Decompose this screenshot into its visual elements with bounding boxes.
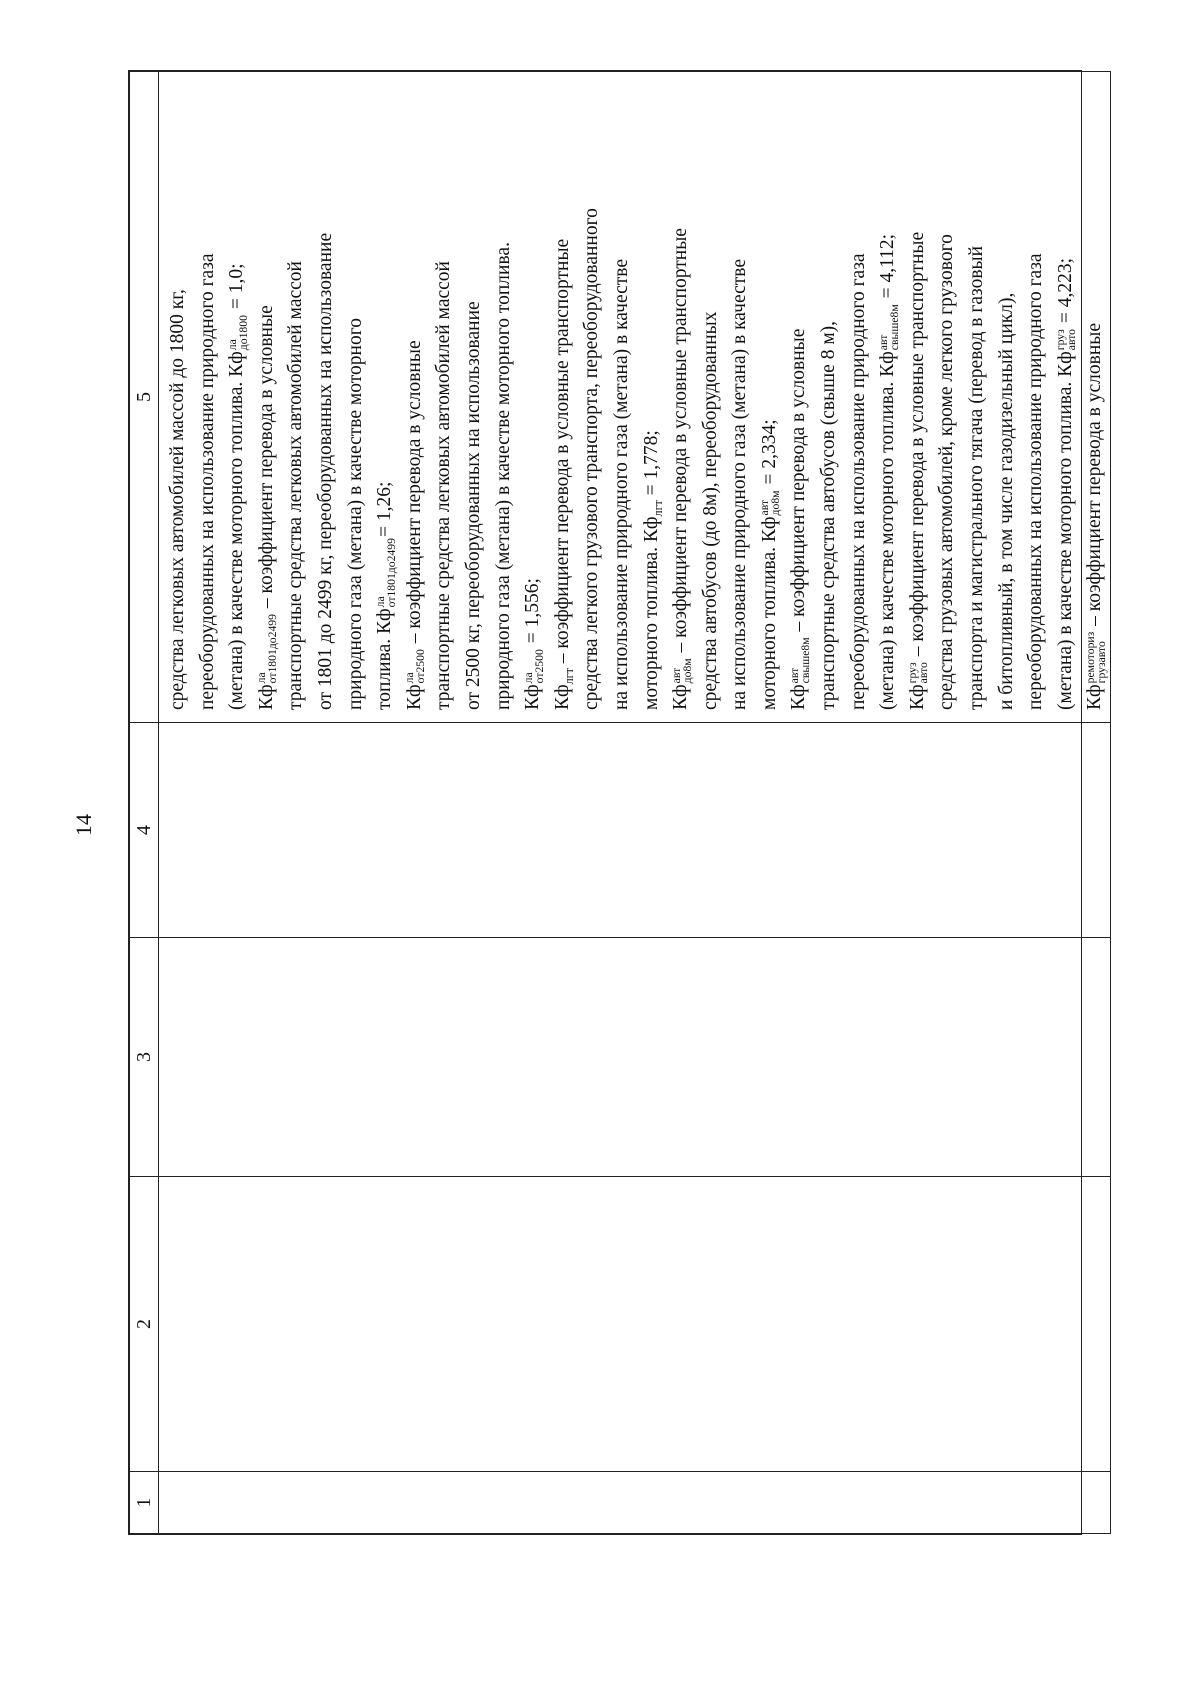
text-line: Кф ла от2500 = 1,556; [521,578,546,710]
cell-column-5-text [159,72,1111,723]
text-line: Кф ла от2500 – коэффициент перевода в условные [403,340,428,710]
text-line: средства легкого грузового транспорта, переоборудованного [581,208,603,710]
text-line: (метана) в качестве моторного топлива. Кф ла до1800 = 1,0; [225,263,250,710]
column-number-4: 4 [130,723,159,938]
text-line: переоборудованных на использование природного газа [847,253,869,710]
text-line: переоборудованных на использование природного газа [196,253,218,710]
text-line: средства легковых автомобилей массой до 1800 кг, [167,289,188,710]
table-row [159,72,1111,1534]
cell-column-3 [159,938,1111,1177]
text-line: Кф ла от1801до2499 – коэффициент перевода в условные [255,305,280,710]
text-line: транспорта и магистрального тягача (перевод в газовый [966,245,988,710]
text-line: на использование природного газа (метана) в качестве [610,258,632,710]
text-line: и битопливный, в том числе газодизельный цикл), [995,292,1017,710]
text-line: средства автобусов (до 8м), переоборудованных [699,311,721,710]
text-line: природного газа (метана) в качестве моторного [344,318,366,710]
text-line: Кф ремоториз грузавто – коэффициент перевода в условные [1083,322,1108,710]
text-line: (метана) в качестве моторного топлива. Кф груз авто = 4,223; [1054,257,1079,710]
text-line: транспортные средства автобусов (свыше 8 м), [818,320,840,710]
text-line: $Кф_{лгт}$ – коэффициент перевода в условные транспортные [551,238,576,710]
text-line: природного газа (метана) в качестве моторного топлива. [492,242,514,710]
text-line: транспортные средства легковых автомобилей массой [285,261,307,710]
cell-column-2 [159,1177,1111,1472]
text-line: моторного топлива. $Кф_{лгт} = 1,778$; [640,430,665,710]
page-number: 14 [71,814,96,836]
text-line: топлива. Кф ла от1801до2499 = 1,26; [373,481,398,710]
column-number-1: 1 [130,1472,159,1534]
text-line: средства грузовых автомобилей, кроме легкого грузового [936,234,958,710]
coefficients-table [128,70,1108,1535]
text-line: Кф груз авто – коэффициент перевода в условные транспортные [906,231,931,710]
text-line: от 2500 кг, переоборудованных на использование [462,301,484,710]
column-number-5: 5 [130,72,159,723]
text-line: Кф авт до8м – коэффициент перевода в условные транспортные [669,228,694,710]
column-number-3: 3 [130,938,159,1177]
text-line: на использование природного газа (метана) в качестве [729,258,751,710]
table-grid [129,71,1111,1534]
text-line: Кф авт свыше8м – коэффициент перевода в условные [787,328,812,710]
text-line: (метана) в качестве моторного топлива. Кф авт свыше8м = 4,112; [876,233,901,710]
column-number-row [130,72,159,1534]
cell-column-1 [159,1472,1111,1534]
text-line: транспортные средства легковых автомобилей массой [433,261,455,710]
text-line: моторного топлива. Кф авт до8м = 2,334; [758,419,783,710]
text-line: от 1801 до 2499 кг, переоборудованных на использование [314,232,336,710]
text-line: переоборудованных на использование природного газа [1025,253,1047,710]
column-number-2: 2 [130,1177,159,1472]
cell-column-4 [159,723,1111,938]
